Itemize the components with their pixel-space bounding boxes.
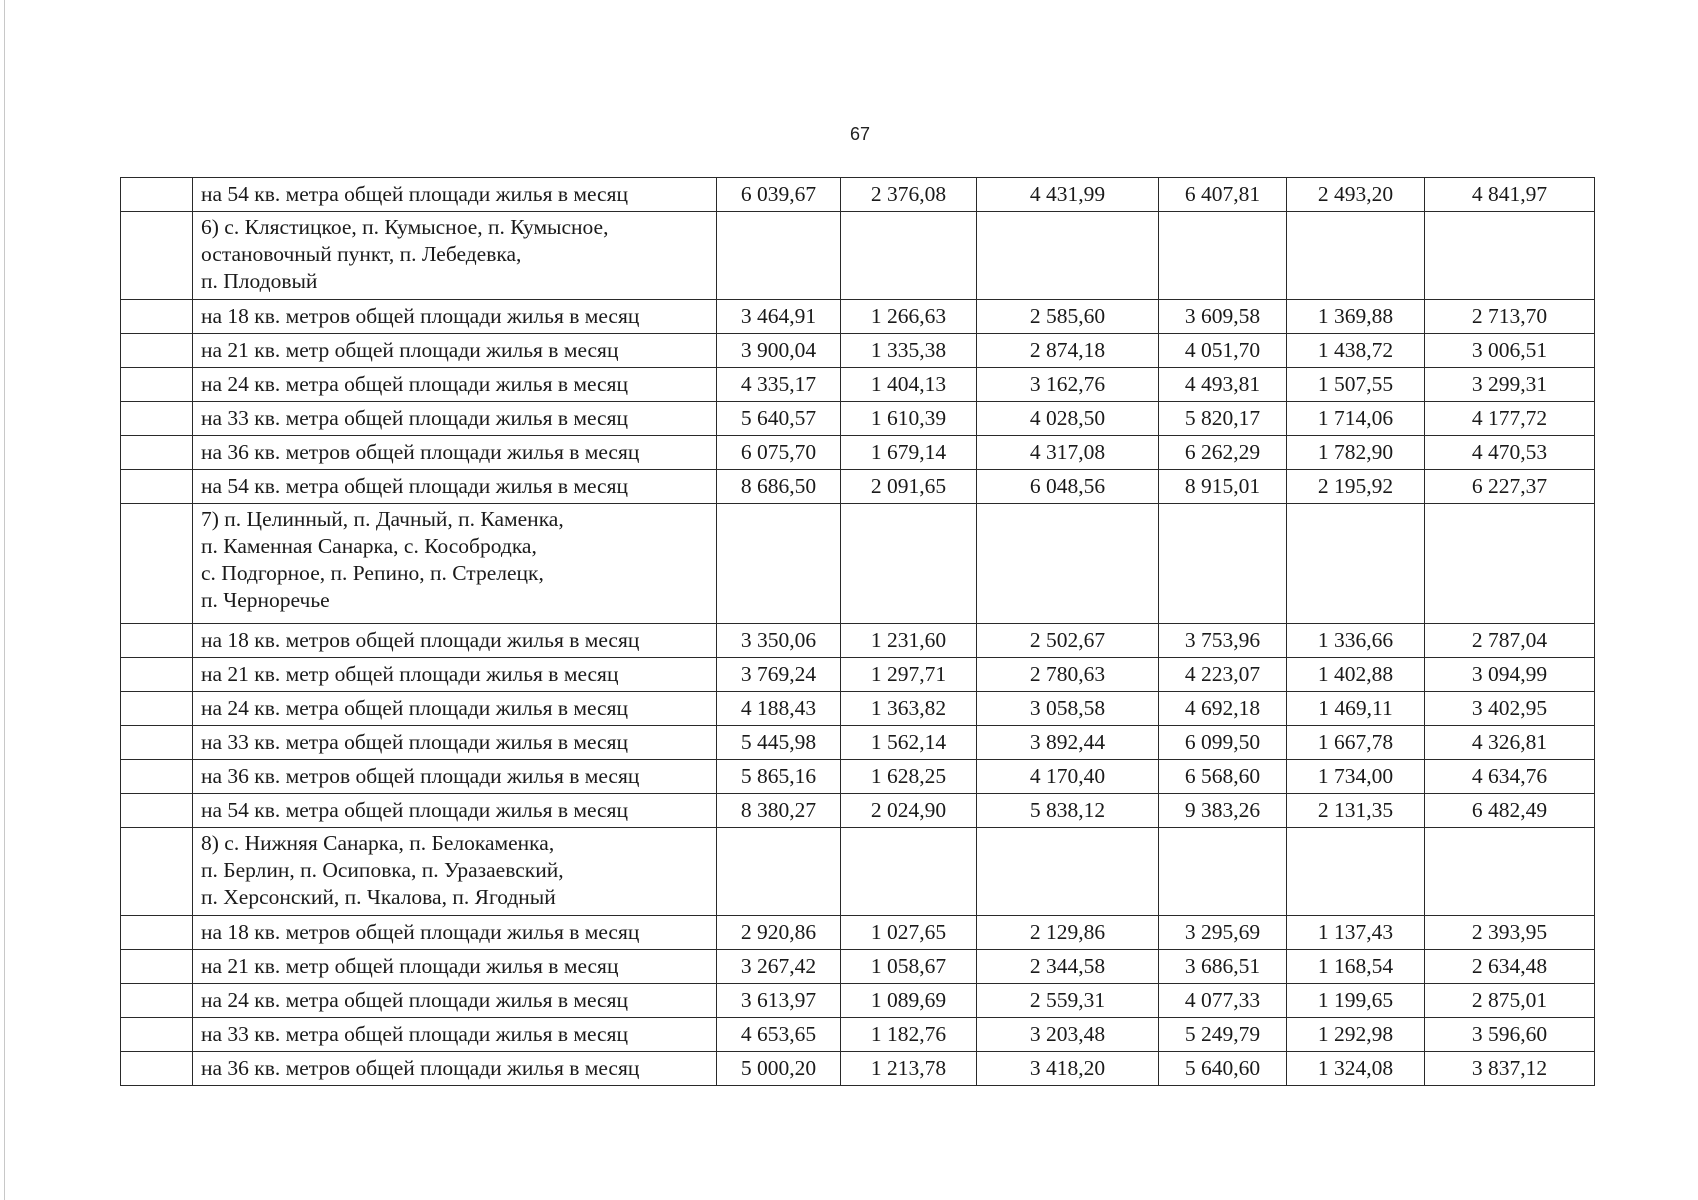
value-cell: 1 610,39 xyxy=(841,402,977,436)
value-cell: 3 609,58 xyxy=(1159,300,1287,334)
area-label-cell: на 21 кв. метр общей площади жилья в месяц xyxy=(193,658,717,692)
value-cell: 3 418,20 xyxy=(977,1052,1159,1086)
value-cell: 6 048,56 xyxy=(977,470,1159,504)
value-cell: 8 380,27 xyxy=(717,794,841,828)
table-row xyxy=(121,402,1595,436)
page-number: 67 xyxy=(849,124,871,144)
row-number-cell xyxy=(121,794,193,828)
value-cell: 2 875,01 xyxy=(1425,984,1595,1018)
row-number-cell xyxy=(121,300,193,334)
table-row xyxy=(121,950,1595,984)
row-number-cell xyxy=(121,760,193,794)
value-cell: 2 131,35 xyxy=(1287,794,1425,828)
row-number-cell xyxy=(121,624,193,658)
empty-cell xyxy=(841,828,977,916)
value-cell: 1 782,90 xyxy=(1287,436,1425,470)
value-cell: 1 292,98 xyxy=(1287,1018,1425,1052)
value-cell: 3 613,97 xyxy=(717,984,841,1018)
empty-cell xyxy=(1159,212,1287,300)
value-cell: 5 000,20 xyxy=(717,1052,841,1086)
area-label-cell: на 36 кв. метров общей площади жилья в месяц xyxy=(193,436,717,470)
area-label-cell: на 24 кв. метра общей площади жилья в месяц xyxy=(193,692,717,726)
value-cell: 4 326,81 xyxy=(1425,726,1595,760)
scan-edge-line xyxy=(4,0,5,1200)
group-header-row xyxy=(121,828,1595,916)
value-cell: 1 667,78 xyxy=(1287,726,1425,760)
value-cell: 3 892,44 xyxy=(977,726,1159,760)
value-cell: 3 769,24 xyxy=(717,658,841,692)
value-cell: 1 438,72 xyxy=(1287,334,1425,368)
empty-cell xyxy=(977,828,1159,916)
value-cell: 3 753,96 xyxy=(1159,624,1287,658)
value-cell: 1 369,88 xyxy=(1287,300,1425,334)
value-cell: 2 024,90 xyxy=(841,794,977,828)
value-cell: 3 267,42 xyxy=(717,950,841,984)
value-cell: 1 168,54 xyxy=(1287,950,1425,984)
empty-cell xyxy=(717,828,841,916)
area-label-cell: на 33 кв. метра общей площади жилья в месяц xyxy=(193,1018,717,1052)
value-cell: 5 820,17 xyxy=(1159,402,1287,436)
value-cell: 6 407,81 xyxy=(1159,178,1287,212)
row-number-cell xyxy=(121,984,193,1018)
value-cell: 8 915,01 xyxy=(1159,470,1287,504)
row-number-cell xyxy=(121,402,193,436)
table-body xyxy=(121,178,1595,1086)
value-cell: 6 568,60 xyxy=(1159,760,1287,794)
table-row xyxy=(121,624,1595,658)
area-label-cell: на 54 кв. метра общей площади жилья в месяц xyxy=(193,178,717,212)
value-cell: 4 077,33 xyxy=(1159,984,1287,1018)
empty-cell xyxy=(717,212,841,300)
value-cell: 3 350,06 xyxy=(717,624,841,658)
value-cell: 4 634,76 xyxy=(1425,760,1595,794)
value-cell: 4 470,53 xyxy=(1425,436,1595,470)
value-cell: 9 383,26 xyxy=(1159,794,1287,828)
area-label-cell: на 18 кв. метров общей площади жилья в месяц xyxy=(193,624,717,658)
empty-cell xyxy=(717,504,841,624)
value-cell: 1 231,60 xyxy=(841,624,977,658)
empty-cell xyxy=(1425,828,1595,916)
table-row xyxy=(121,1052,1595,1086)
row-number-cell xyxy=(121,658,193,692)
value-cell: 5 640,57 xyxy=(717,402,841,436)
value-cell: 1 335,38 xyxy=(841,334,977,368)
value-cell: 2 493,20 xyxy=(1287,178,1425,212)
row-number-cell xyxy=(121,692,193,726)
table-row xyxy=(121,368,1595,402)
value-cell: 4 841,97 xyxy=(1425,178,1595,212)
row-number-cell xyxy=(121,178,193,212)
table-row xyxy=(121,178,1595,212)
group-name-line: 6) с. Клястицкое, п. Кумысное, п. Кумысное, xyxy=(201,215,609,239)
row-number-cell xyxy=(121,950,193,984)
area-label-cell: на 33 кв. метра общей площади жилья в месяц xyxy=(193,402,717,436)
value-cell: 3 596,60 xyxy=(1425,1018,1595,1052)
group-name-line: п. Каменная Санарка, с. Кособродка, xyxy=(201,534,537,558)
area-label-cell: на 54 кв. метра общей площади жилья в месяц xyxy=(193,470,717,504)
empty-cell xyxy=(977,212,1159,300)
area-label-cell: на 18 кв. метров общей площади жилья в месяц xyxy=(193,300,717,334)
table-row xyxy=(121,436,1595,470)
value-cell: 5 640,60 xyxy=(1159,1052,1287,1086)
value-cell: 1 137,43 xyxy=(1287,916,1425,950)
empty-cell xyxy=(1159,828,1287,916)
area-label-cell: на 54 кв. метра общей площади жилья в месяц xyxy=(193,794,717,828)
value-cell: 3 686,51 xyxy=(1159,950,1287,984)
value-cell: 6 262,29 xyxy=(1159,436,1287,470)
value-cell: 1 199,65 xyxy=(1287,984,1425,1018)
value-cell: 1 213,78 xyxy=(841,1052,977,1086)
group-header-row xyxy=(121,504,1595,624)
empty-cell xyxy=(1287,828,1425,916)
value-cell: 3 837,12 xyxy=(1425,1052,1595,1086)
value-cell: 1 628,25 xyxy=(841,760,977,794)
table-row xyxy=(121,794,1595,828)
value-cell: 1 402,88 xyxy=(1287,658,1425,692)
value-cell: 6 075,70 xyxy=(717,436,841,470)
area-label-cell: на 24 кв. метра общей площади жилья в месяц xyxy=(193,368,717,402)
value-cell: 3 295,69 xyxy=(1159,916,1287,950)
table-row xyxy=(121,760,1595,794)
value-cell: 1 027,65 xyxy=(841,916,977,950)
value-cell: 3 162,76 xyxy=(977,368,1159,402)
row-number-cell xyxy=(121,916,193,950)
value-cell: 4 051,70 xyxy=(1159,334,1287,368)
value-cell: 6 227,37 xyxy=(1425,470,1595,504)
value-cell: 4 188,43 xyxy=(717,692,841,726)
value-cell: 1 324,08 xyxy=(1287,1052,1425,1086)
value-cell: 2 787,04 xyxy=(1425,624,1595,658)
value-cell: 5 445,98 xyxy=(717,726,841,760)
value-cell: 1 089,69 xyxy=(841,984,977,1018)
area-label-cell: на 36 кв. метров общей площади жилья в месяц xyxy=(193,1052,717,1086)
value-cell: 1 363,82 xyxy=(841,692,977,726)
empty-cell xyxy=(1425,212,1595,300)
value-cell: 4 223,07 xyxy=(1159,658,1287,692)
value-cell: 4 177,72 xyxy=(1425,402,1595,436)
group-name-cell xyxy=(193,212,717,300)
row-number-cell xyxy=(121,1018,193,1052)
empty-cell xyxy=(1287,212,1425,300)
group-name-line: п. Берлин, п. Осиповка, п. Уразаевский, xyxy=(201,858,564,882)
table-row xyxy=(121,470,1595,504)
table-row xyxy=(121,1018,1595,1052)
value-cell: 2 920,86 xyxy=(717,916,841,950)
value-cell: 4 335,17 xyxy=(717,368,841,402)
value-cell: 8 686,50 xyxy=(717,470,841,504)
value-cell: 2 780,63 xyxy=(977,658,1159,692)
value-cell: 2 713,70 xyxy=(1425,300,1595,334)
value-cell: 2 393,95 xyxy=(1425,916,1595,950)
row-number-cell xyxy=(121,368,193,402)
group-name-line: п. Черноречье xyxy=(201,588,330,612)
value-cell: 3 464,91 xyxy=(717,300,841,334)
value-cell: 3 006,51 xyxy=(1425,334,1595,368)
value-cell: 4 653,65 xyxy=(717,1018,841,1052)
group-name-line: п. Херсонский, п. Чкалова, п. Ягодный xyxy=(201,885,556,909)
group-name-cell xyxy=(193,828,717,916)
table-row xyxy=(121,692,1595,726)
value-cell: 3 299,31 xyxy=(1425,368,1595,402)
value-cell: 6 482,49 xyxy=(1425,794,1595,828)
table-row xyxy=(121,984,1595,1018)
value-cell: 6 099,50 xyxy=(1159,726,1287,760)
table-row xyxy=(121,334,1595,368)
area-label-cell: на 36 кв. метров общей площади жилья в месяц xyxy=(193,760,717,794)
value-cell: 3 900,04 xyxy=(717,334,841,368)
value-cell: 2 091,65 xyxy=(841,470,977,504)
value-cell: 1 507,55 xyxy=(1287,368,1425,402)
value-cell: 2 559,31 xyxy=(977,984,1159,1018)
empty-cell xyxy=(1287,504,1425,624)
area-label-cell: на 21 кв. метр общей площади жилья в месяц xyxy=(193,950,717,984)
row-number-cell xyxy=(121,334,193,368)
value-cell: 5 249,79 xyxy=(1159,1018,1287,1052)
value-cell: 3 058,58 xyxy=(977,692,1159,726)
group-header-row xyxy=(121,212,1595,300)
tariff-table xyxy=(120,177,1595,1086)
value-cell: 1 469,11 xyxy=(1287,692,1425,726)
empty-cell xyxy=(1425,504,1595,624)
row-number-cell xyxy=(121,470,193,504)
value-cell: 4 028,50 xyxy=(977,402,1159,436)
row-number-cell xyxy=(121,504,193,624)
value-cell: 3 402,95 xyxy=(1425,692,1595,726)
value-cell: 2 874,18 xyxy=(977,334,1159,368)
value-cell: 2 634,48 xyxy=(1425,950,1595,984)
value-cell: 1 058,67 xyxy=(841,950,977,984)
value-cell: 3 203,48 xyxy=(977,1018,1159,1052)
row-number-cell xyxy=(121,436,193,470)
value-cell: 1 404,13 xyxy=(841,368,977,402)
value-cell: 2 195,92 xyxy=(1287,470,1425,504)
empty-cell xyxy=(977,504,1159,624)
value-cell: 4 170,40 xyxy=(977,760,1159,794)
value-cell: 4 493,81 xyxy=(1159,368,1287,402)
value-cell: 1 266,63 xyxy=(841,300,977,334)
row-number-cell xyxy=(121,212,193,300)
value-cell: 5 865,16 xyxy=(717,760,841,794)
value-cell: 2 376,08 xyxy=(841,178,977,212)
value-cell: 4 692,18 xyxy=(1159,692,1287,726)
value-cell: 1 297,71 xyxy=(841,658,977,692)
table-row xyxy=(121,300,1595,334)
group-name-line: с. Подгорное, п. Репино, п. Стрелецк, xyxy=(201,561,544,585)
group-name-cell xyxy=(193,504,717,624)
value-cell: 2 502,67 xyxy=(977,624,1159,658)
empty-cell xyxy=(1159,504,1287,624)
value-cell: 6 039,67 xyxy=(717,178,841,212)
row-number-cell xyxy=(121,726,193,760)
empty-cell xyxy=(841,212,977,300)
area-label-cell: на 18 кв. метров общей площади жилья в месяц xyxy=(193,916,717,950)
value-cell: 1 336,66 xyxy=(1287,624,1425,658)
value-cell: 1 562,14 xyxy=(841,726,977,760)
value-cell: 4 431,99 xyxy=(977,178,1159,212)
table-row xyxy=(121,916,1595,950)
group-name-line: 8) с. Нижняя Санарка, п. Белокаменка, xyxy=(201,831,555,855)
value-cell: 2 129,86 xyxy=(977,916,1159,950)
value-cell: 3 094,99 xyxy=(1425,658,1595,692)
value-cell: 1 679,14 xyxy=(841,436,977,470)
value-cell: 2 585,60 xyxy=(977,300,1159,334)
area-label-cell: на 24 кв. метра общей площади жилья в месяц xyxy=(193,984,717,1018)
value-cell: 1 714,06 xyxy=(1287,402,1425,436)
table-row xyxy=(121,726,1595,760)
value-cell: 1 734,00 xyxy=(1287,760,1425,794)
row-number-cell xyxy=(121,828,193,916)
value-cell: 2 344,58 xyxy=(977,950,1159,984)
group-name-line: п. Плодовый xyxy=(201,269,318,293)
row-number-cell xyxy=(121,1052,193,1086)
value-cell: 1 182,76 xyxy=(841,1018,977,1052)
group-name-line: остановочный пункт, п. Лебедевка, xyxy=(201,242,522,266)
area-label-cell: на 21 кв. метр общей площади жилья в месяц xyxy=(193,334,717,368)
value-cell: 5 838,12 xyxy=(977,794,1159,828)
area-label-cell: на 33 кв. метра общей площади жилья в месяц xyxy=(193,726,717,760)
group-name-line: 7) п. Целинный, п. Дачный, п. Каменка, xyxy=(201,507,564,531)
table-row xyxy=(121,658,1595,692)
empty-cell xyxy=(841,504,977,624)
value-cell: 4 317,08 xyxy=(977,436,1159,470)
